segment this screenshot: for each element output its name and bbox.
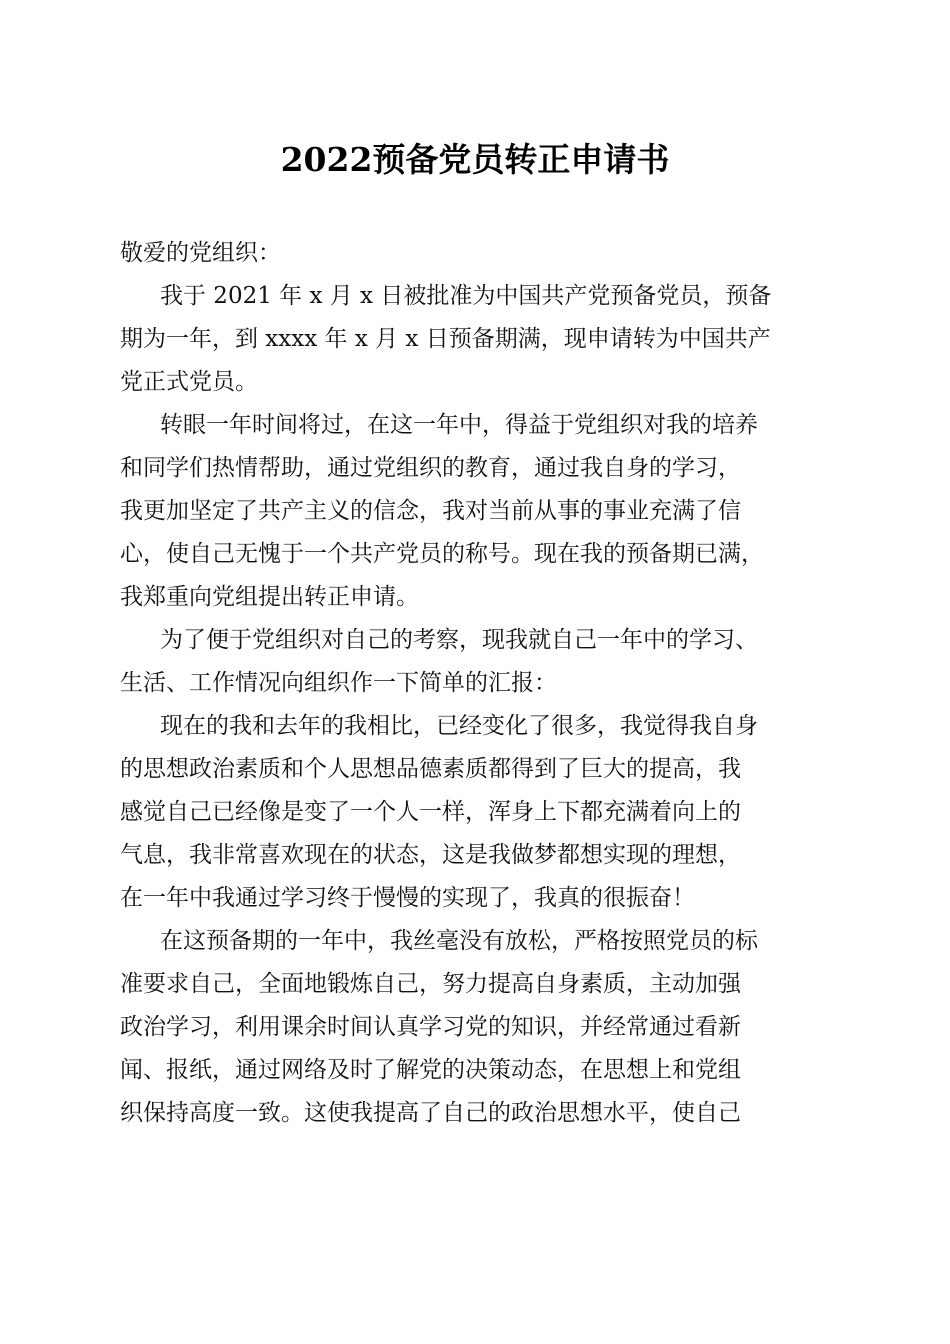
paragraph-line: 准要求自己，全面地锻炼自己，努力提高自身素质，主动加强	[120, 971, 741, 997]
paragraph-line: 在这预备期的一年中，我丝毫没有放松，严格按照党员的标	[160, 928, 758, 954]
paragraph-line: 的思想政治素质和个人思想品德素质都得到了巨大的提高，我	[120, 756, 741, 782]
paragraph-line: 我郑重向党组提出转正申请。	[120, 584, 419, 610]
salutation-line: 敬爱的党组织：	[120, 240, 281, 266]
document-body	[120, 232, 835, 1135]
paragraph-line: 政治学习，利用课余时间认真学习党的知识，并经常通过看新	[120, 1014, 741, 1040]
paragraph-line: 党正式党员。	[120, 369, 258, 395]
paragraph-line: 现在的我和去年的我相比，已经变化了很多，我觉得我自身	[160, 713, 758, 739]
paragraph-line: 感觉自己已经像是变了一个人一样，浑身上下都充满着向上的	[120, 799, 741, 825]
paragraph-line: 我于 2021 年 x 月 x 日被批准为中国共产党预备党员，预备	[160, 283, 772, 309]
paragraph-line: 心，使自己无愧于一个共产党员的称号。现在我的预备期已满，	[120, 541, 764, 567]
paragraph-line: 我更加坚定了共产主义的信念，我对当前从事的事业充满了信	[120, 498, 741, 524]
paragraph-line: 气息，我非常喜欢现在的状态，这是我做梦都想实现的理想，	[120, 842, 741, 868]
paragraph-line: 和同学们热情帮助，通过党组织的教育，通过我自身的学习，	[120, 455, 741, 481]
document-title: 2022预备党员转正申请书	[280, 140, 670, 179]
paragraph-line: 闻、报纸，通过网络及时了解党的决策动态，在思想上和党组	[120, 1057, 741, 1083]
paragraph-line: 在一年中我通过学习终于慢慢的实现了，我真的很振奋！	[120, 885, 695, 911]
paragraph-line: 期为一年，到 xxxx 年 x 月 x 日预备期满，现申请转为中国共产	[120, 326, 771, 352]
paragraph-line: 生活、工作情况向组织作一下简单的汇报：	[120, 670, 557, 696]
paragraph-line: 为了便于党组织对自己的考察，现我就自己一年中的学习、	[160, 627, 758, 653]
paragraph-line: 织保持高度一致。这使我提高了自己的政治思想水平，使自己	[120, 1100, 741, 1126]
paragraph-line: 转眼一年时间将过，在这一年中，得益于党组织对我的培养	[160, 412, 758, 438]
